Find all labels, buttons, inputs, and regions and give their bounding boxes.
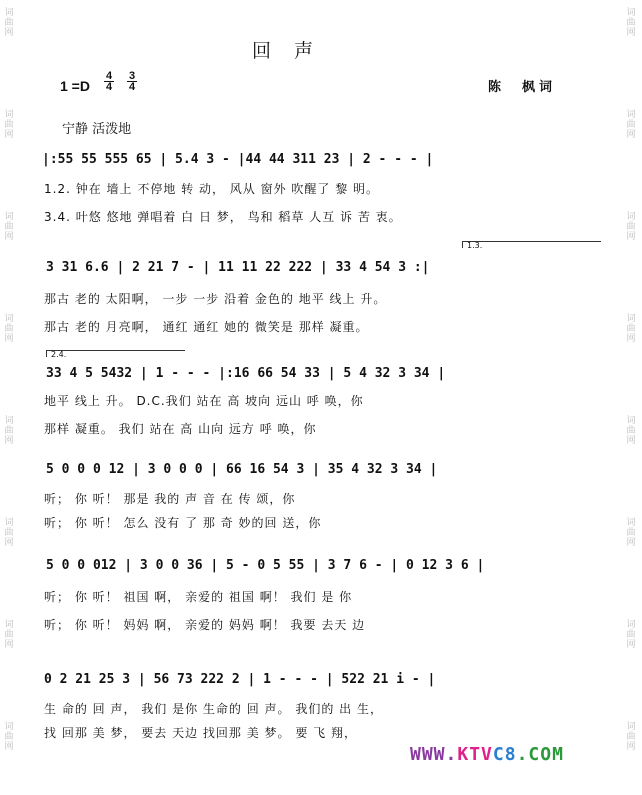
tempo-marking: 宁静 活泼地 (62, 122, 132, 137)
time-signature-second: 3 4 (128, 70, 136, 93)
left-watermark: 词曲网 (4, 518, 14, 548)
lyricist-credit: 陈 枫词 (488, 80, 557, 95)
left-watermark: 词曲网 (4, 620, 14, 650)
right-watermark: 词曲网 (626, 314, 636, 344)
left-watermark: 词曲网 (4, 416, 14, 446)
notation-line: 0 2 21 25 3 | 56 73 222 2 | 1 - - - | 522 21 i - | (44, 672, 436, 687)
lyric-line-verse-1-2: 生 命的 回 声， 我们 是你 生命的 回 声。 我们的 出 生， (44, 702, 383, 716)
right-watermark: 词曲网 (626, 722, 636, 752)
lyric-line-verse-3-4: 3.4. 叶悠 悠地 弹唱着 白 日 梦， 鸟和 稻草 人互 诉 苦 衷。 (44, 210, 402, 224)
key-signature: 1 =D (60, 78, 90, 94)
lyric-line-verse-3-4: 听； 你 听！ 怎么 没有 了 那 奇 妙的回 送，你 (44, 516, 322, 530)
volta-bracket: 1.3. (462, 241, 601, 248)
notation-line: 33 4 5 5432 | 1 - - - |:16 66 54 33 | 5 4 32 3 34 | (46, 366, 446, 381)
lyric-line-verse-3-4: 听； 你 听！ 妈妈 啊， 亲爱的 妈妈 啊！ 我要 去天 边 (44, 618, 366, 632)
time-signature-first: 4 4 (105, 70, 113, 93)
lyric-line-verse-1-2: 听； 你 听！ 祖国 啊， 亲爱的 祖国 啊！ 我们 是 你 (44, 590, 353, 604)
right-watermark: 词曲网 (626, 518, 636, 548)
notation-line: 3 31 6.6 | 2 21 7 - | 11 11 22 222 | 33 4 54 3 :| (46, 260, 430, 275)
notation-line: |:55 55 555 65 | 5.4 3 - |44 44 311 23 | 2 - - - | (42, 152, 434, 167)
right-watermark: 词曲网 (626, 212, 636, 242)
right-watermark: 词曲网 (626, 620, 636, 650)
lyric-line-verse-1-2: 1.2. 钟在 墙上 不停地 转 动， 风从 窗外 吹醒了 黎 明。 (44, 182, 380, 196)
left-watermark: 词曲网 (4, 8, 14, 38)
lyric-line-verse-3-4: 那古 老的 月亮啊， 通红 通红 她的 微笑是 那样 凝重。 (44, 320, 369, 334)
lyric-line-verse-3-4: 那样 凝重。 我们 站在 高 山向 远方 呼 唤，你 (44, 422, 317, 436)
lyric-line-verse-3-4: 找 回那 美 梦， 要去 天边 找回那 美 梦。 要 飞 翔， (44, 726, 357, 740)
notation-line: 5 0 0 0 12 | 3 0 0 0 | 66 16 54 3 | 35 4 32 3 34 | (46, 462, 438, 477)
left-watermark: 词曲网 (4, 314, 14, 344)
left-watermark: 词曲网 (4, 110, 14, 140)
lyric-line-verse-1-2: 地平 线上 升。 D.C.我们 站在 高 坡向 远山 呼 唤，你 (44, 394, 364, 408)
notation-line: 5 0 0 012 | 3 0 0 36 | 5 - 0 5 55 | 3 7 6 - | 0 12 3 6 | (46, 558, 485, 573)
lyric-line-verse-1-2: 那古 老的 太阳啊， 一步 一步 沿着 金色的 地平 线上 升。 (44, 292, 387, 306)
lyric-line-verse-1-2: 听； 你 听！ 那是 我的 声 音 在 传 颂，你 (44, 492, 296, 506)
site-watermark: WWW.KTVC8.COM (410, 744, 564, 765)
song-title: 回 声 (252, 40, 316, 62)
left-watermark: 词曲网 (4, 212, 14, 242)
left-watermark: 词曲网 (4, 722, 14, 752)
right-watermark: 词曲网 (626, 8, 636, 38)
volta-bracket: 2.4. (46, 350, 185, 357)
right-watermark: 词曲网 (626, 416, 636, 446)
right-watermark: 词曲网 (626, 110, 636, 140)
